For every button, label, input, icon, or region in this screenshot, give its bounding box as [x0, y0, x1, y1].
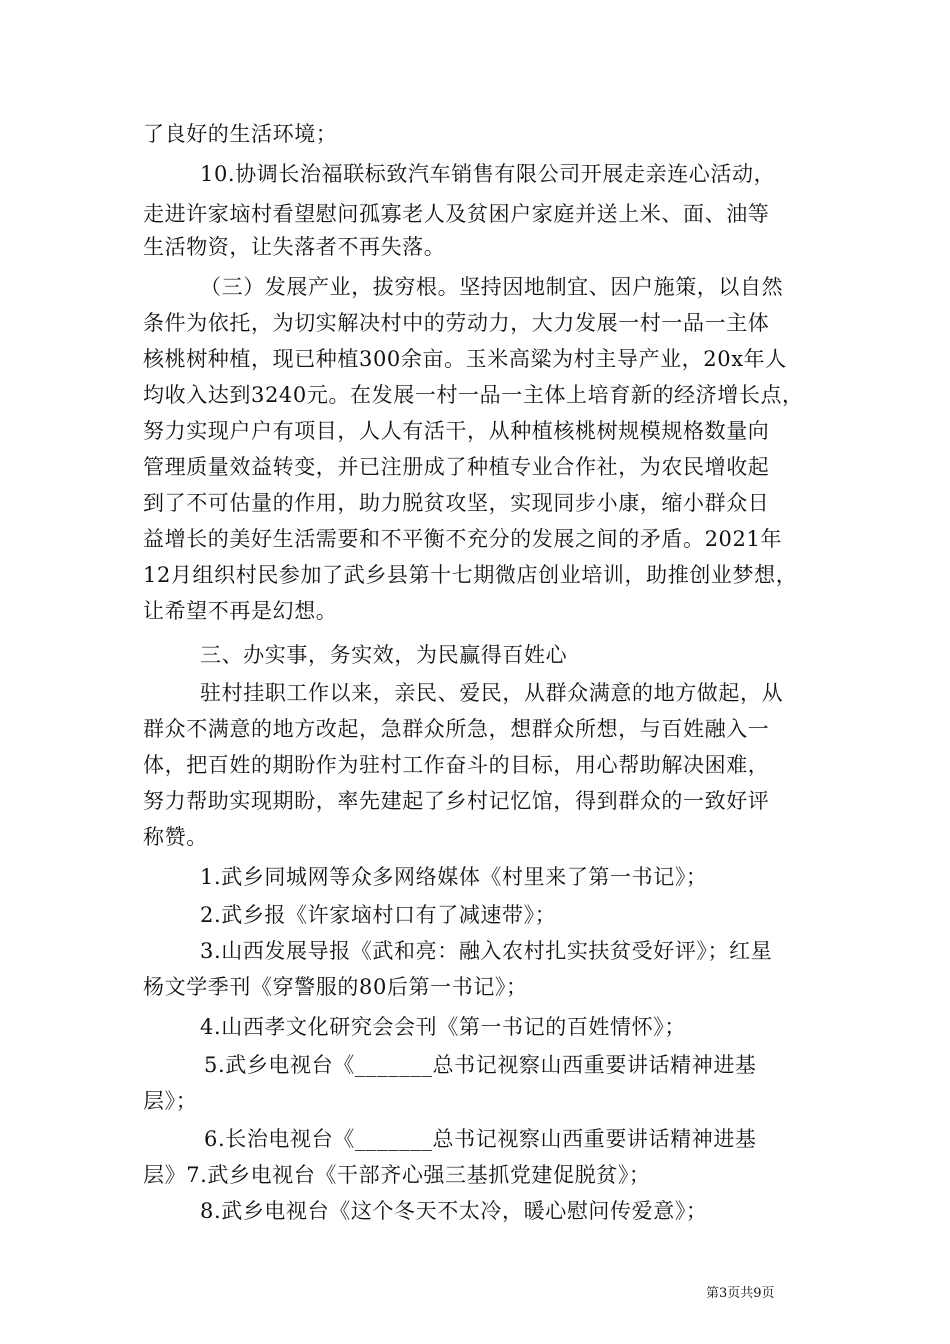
- list-item-continuation: 层》7.武乡电视台《干部齐心强三基抓党建促脱贫》；: [143, 1163, 651, 1187]
- text-line: 核桃树种植，现已种植300余亩。玉米高粱为村主导产业，20x年人: [143, 347, 787, 371]
- list-item-continuation: 杨文学季刊《穿警服的80后第一书记》；: [143, 975, 528, 999]
- list-item: 3.山西发展导报《武和亮：融入农村扎实扶贫受好评》；红星: [200, 939, 773, 963]
- list-item: 2.武乡报《许家垴村口有了减速带》；: [200, 903, 557, 927]
- page-number: 第3页共9页: [706, 1286, 775, 1301]
- text-line: 体，把百姓的期盼作为驻村工作奋斗的目标，用心帮助解决困难，: [143, 753, 770, 777]
- text-line: 条件为依托，为切实解决村中的劳动力，大力发展一村一品一主体: [143, 311, 770, 335]
- text-line: 12月组织村民参加了武乡县第十七期微店创业培训，助推创业梦想，: [143, 563, 798, 587]
- text-line: 均收入达到3240元。在发展一村一品一主体上培育新的经济增长点，: [143, 383, 804, 407]
- list-item: 4.山西孝文化研究会会刊《第一书记的百姓情怀》；: [200, 1015, 686, 1039]
- text-line: 努力帮助实现期盼，率先建起了乡村记忆馆，得到群众的一致好评: [143, 789, 770, 813]
- list-item: 8.武乡电视台《这个冬天不太冷，暖心慰问传爱意》；: [200, 1199, 708, 1223]
- list-item: 6.长治电视台《_______总书记视察山西重要讲话精神进基: [204, 1127, 757, 1151]
- text-line: 益增长的美好生活需要和不平衡不充分的发展之间的矛盾。2021年: [143, 527, 783, 551]
- text-line: 生活物资，让失落者不再失落。: [143, 235, 446, 259]
- list-item: 5.武乡电视台《_______总书记视察山西重要讲话精神进基: [204, 1053, 757, 1077]
- text-line: 驻村挂职工作以来，亲民、爱民，从群众满意的地方做起，从: [200, 681, 784, 705]
- text-line: 到了不可估量的作用，助力脱贫攻坚，实现同步小康，缩小群众日: [143, 491, 770, 515]
- text-line: 让希望不再是幻想。: [143, 599, 338, 623]
- text-line: 10.协调长治福联标致汽车销售有限公司开展走亲连心活动，: [200, 162, 776, 186]
- text-line: 群众不满意的地方改起，急群众所急，想群众所想，与百姓融入一: [143, 717, 770, 741]
- text-line: 努力实现户户有项目，人人有活干，从种植核桃树规模规格数量向: [143, 419, 770, 443]
- section-heading: 三、办实事，务实效，为民赢得百姓心: [200, 643, 568, 667]
- text-line: 称赞。: [143, 825, 208, 849]
- text-line: （三）发展产业，拔穷根。坚持因地制宜、因户施策，以自然: [200, 275, 784, 299]
- list-item-continuation: 层》；: [143, 1089, 198, 1113]
- list-item: 1.武乡同城网等众多网络媒体《村里来了第一书记》；: [200, 865, 708, 889]
- text-line: 走进许家垴村看望慰问孤寡老人及贫困户家庭并送上米、面、油等: [143, 202, 770, 226]
- text-line: 了良好的生活环境；: [143, 122, 338, 146]
- text-line: 管理质量效益转变，并已注册成了种植专业合作社，为农民增收起: [143, 455, 770, 479]
